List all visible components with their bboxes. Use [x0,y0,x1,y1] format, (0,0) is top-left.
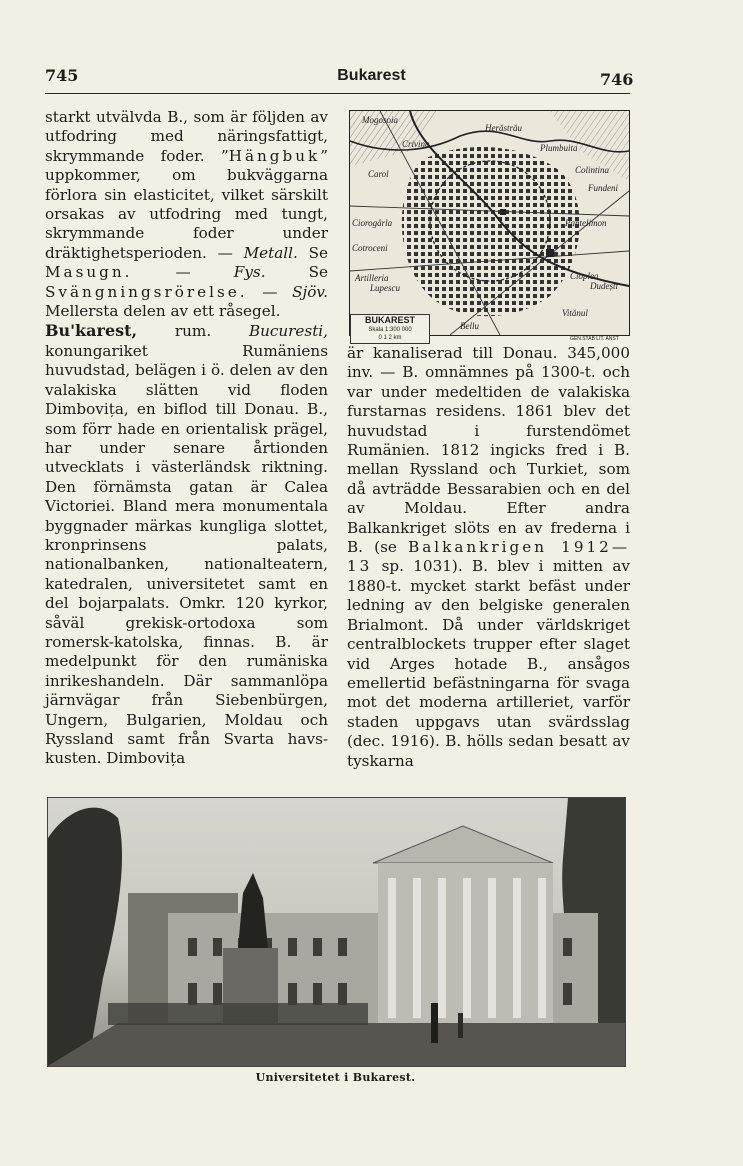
entry-bukarest: Bu'karest, rum. Bucuresti, konungariket Rumäniens huvudstad, belägen i ö. delen av den valakiska slätten vid floden Dimbovița, en biflod till Donau. B., som förr hade en orientalisk prägel, har under senare årtionden utvecklats i västerländsk riktning. Den förnämsta gatan är Calea Victoriei. Bland mera monumentala byggnader märkas kungliga slottet, kronprinsens palats, nationalbanken, nationalteatern, katedralen, universitetet samt en del bojarpalats. Omkr. 120 kyrkor, såväl grekisk-ortodoxa som romersk-katolska, finnas. B. är medelpunkt för den rumäniska inrikeshandeln. Där sammanlöpa järnvägar från Siebenbürgen, Ungern, Bulgarien, Moldau och Ryssland samt från Svarta havs-kusten. Dimbovița [45,321,328,768]
map-label-lupescu: Lupescu [370,283,400,293]
map-drawing [350,111,629,335]
left-column [45,108,328,769]
map-label-cotroceni: Cotroceni [352,243,388,253]
map-scale: Skala 1:300 000 [368,327,412,333]
left-paragraph: starkt utvälvda B., som är följden av utfodring med näringsfattigt, skrymmande foder. ”Hängbuk” uppkommer, om bukväggarna förlora sin elasticitet, vilket särskilt orsakas av utfodring med tungt, skrymmande foder under dräktighetsperioden. — Metall. Se Masugn. — Fys. Se Svängningsrörelse. — Sjöv. Mellersta delen av ett råsegel. [45,108,328,321]
page-number-right: 746 [600,70,634,89]
header-rule [45,93,630,94]
map-label-carol: Carol [368,169,389,179]
map-label-plumbuita: Plumbuita [540,143,578,153]
map-label-crivina: Crivina [402,139,430,149]
map-label-bellu: Bellu [460,321,479,331]
university-photo [47,797,626,1067]
map-label-artilleria: Artilleria [355,273,389,283]
map-label-mogosoia: Mogosoia [362,115,398,125]
right-column [347,344,630,771]
map-title: BUKAREST [364,315,415,325]
city-map [349,110,630,336]
map-label-ciorogarla: Ciorogârla [352,218,393,228]
map-label-vitanul: Vitănul [562,308,588,318]
map-label-ciopleа: Ciopleа [570,271,599,281]
map-label-pantelimon: Pantelimon [565,218,607,228]
map-legend [350,314,430,344]
headword: Bu'karest, [45,321,138,341]
running-title: Bukarest [337,67,406,84]
map-label-colintina: Colintina [575,165,610,175]
map-scale-ticks: 0 1 2 km [378,335,402,341]
map-credit: GEN.STAB LIT. ANST [570,336,619,342]
map-label-dudesti: Dudești [590,281,618,291]
right-paragraph: är kanaliserad till Donau. 345,000 inv. — B. omnämnes på 1300-t. och var under medeltiden de valakiska furstarnas residens. 1861 blev det huvudstad i furstendömet Rumänien. 1812 ingicks fred i B. mellan Ryssland och Turkiet, som då avträdde Bessarabien och en del av Moldau. Efter andra Balkankriget slöts en av frederna i B. (se Balkankrigen 1912—13 sp. 1031). B. blev i mitten av 1880-t. mycket starkt befäst under ledning av den belgiske generalen Brialmont. Då under världskriget centralblockets trupper efter slaget vid Arges hotade B., ansågos emellertid befästningarna för svaga mot det moderna artilleriet, varför staden uppgavs utan svärdsslag (dec. 1916). B. hölls sedan besatt av tyskarna [347,344,631,770]
page-number-left: 745 [45,66,79,85]
photo-drawing [48,798,625,1066]
map-label-herastrau: Herăstrău [485,123,523,133]
photo-caption: Universitetet i Bukarest. [255,1071,416,1084]
map-label-fundeni: Fundeni [588,183,618,193]
